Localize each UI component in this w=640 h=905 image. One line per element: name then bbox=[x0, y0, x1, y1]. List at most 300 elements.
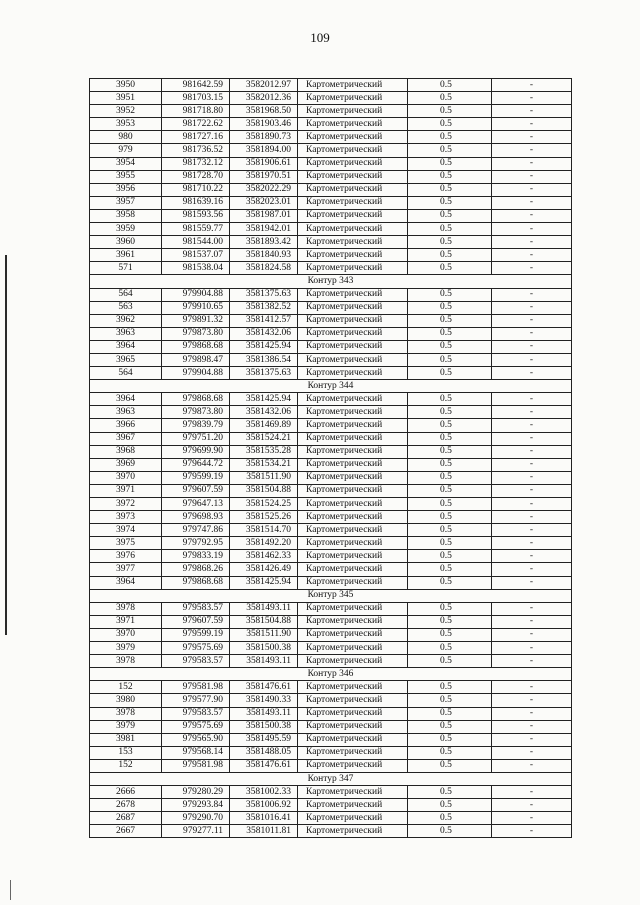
accuracy-cell: 0.5 bbox=[408, 131, 492, 144]
x-coordinate-cell: 979644.72 bbox=[162, 458, 230, 471]
point-number-cell: 3971 bbox=[90, 615, 162, 628]
point-number-cell: 3957 bbox=[90, 196, 162, 209]
method-cell: Картометрический bbox=[298, 720, 408, 733]
accuracy-cell: 0.5 bbox=[408, 537, 492, 550]
remark-cell: - bbox=[492, 432, 572, 445]
y-coordinate-cell: 3581890.73 bbox=[230, 131, 298, 144]
point-number-cell: 3964 bbox=[90, 393, 162, 406]
table-row bbox=[90, 236, 572, 249]
accuracy-cell: 0.5 bbox=[408, 288, 492, 301]
point-number-cell: 979 bbox=[90, 144, 162, 157]
accuracy-cell: 0.5 bbox=[408, 144, 492, 157]
table-row bbox=[90, 511, 572, 524]
method-cell: Картометрический bbox=[298, 458, 408, 471]
table-row bbox=[90, 563, 572, 576]
point-number-cell: 3977 bbox=[90, 563, 162, 576]
y-coordinate-cell: 3581970.51 bbox=[230, 170, 298, 183]
table-row bbox=[90, 432, 572, 445]
contour-label: Контур 343 bbox=[90, 275, 572, 288]
y-coordinate-cell: 3581476.61 bbox=[230, 681, 298, 694]
method-cell: Картометрический bbox=[298, 537, 408, 550]
accuracy-cell: 0.5 bbox=[408, 628, 492, 641]
remark-cell: - bbox=[492, 170, 572, 183]
method-cell: Картометрический bbox=[298, 615, 408, 628]
table-row bbox=[90, 301, 572, 314]
remark-cell: - bbox=[492, 524, 572, 537]
method-cell: Картометрический bbox=[298, 209, 408, 222]
contour-label: Контур 344 bbox=[90, 380, 572, 393]
x-coordinate-cell: 981736.52 bbox=[162, 144, 230, 157]
y-coordinate-cell: 3581002.33 bbox=[230, 786, 298, 799]
x-coordinate-cell: 979583.57 bbox=[162, 707, 230, 720]
point-number-cell: 3965 bbox=[90, 353, 162, 366]
remark-cell: - bbox=[492, 223, 572, 236]
y-coordinate-cell: 3581386.54 bbox=[230, 353, 298, 366]
remark-cell: - bbox=[492, 406, 572, 419]
table-row bbox=[90, 406, 572, 419]
method-cell: Картометрический bbox=[298, 511, 408, 524]
y-coordinate-cell: 3582023.01 bbox=[230, 196, 298, 209]
point-number-cell: 2666 bbox=[90, 786, 162, 799]
y-coordinate-cell: 3581375.63 bbox=[230, 367, 298, 380]
y-coordinate-cell: 3581514.70 bbox=[230, 524, 298, 537]
point-number-cell: 3967 bbox=[90, 432, 162, 445]
accuracy-cell: 0.5 bbox=[408, 746, 492, 759]
x-coordinate-cell: 979839.79 bbox=[162, 419, 230, 432]
table-row bbox=[90, 79, 572, 92]
y-coordinate-cell: 3581824.58 bbox=[230, 262, 298, 275]
accuracy-cell: 0.5 bbox=[408, 314, 492, 327]
method-cell: Картометрический bbox=[298, 183, 408, 196]
accuracy-cell: 0.5 bbox=[408, 563, 492, 576]
point-number-cell: 3968 bbox=[90, 445, 162, 458]
point-number-cell: 3959 bbox=[90, 223, 162, 236]
table-row bbox=[90, 249, 572, 262]
accuracy-cell: 0.5 bbox=[408, 471, 492, 484]
x-coordinate-cell: 981544.00 bbox=[162, 236, 230, 249]
y-coordinate-cell: 3581840.93 bbox=[230, 249, 298, 262]
table-row bbox=[90, 340, 572, 353]
accuracy-cell: 0.5 bbox=[408, 720, 492, 733]
y-coordinate-cell: 3581462.33 bbox=[230, 550, 298, 563]
accuracy-cell: 0.5 bbox=[408, 340, 492, 353]
method-cell: Картометрический bbox=[298, 367, 408, 380]
method-cell: Картометрический bbox=[298, 406, 408, 419]
table-row bbox=[90, 209, 572, 222]
point-number-cell: 3953 bbox=[90, 118, 162, 131]
table-row bbox=[90, 118, 572, 131]
x-coordinate-cell: 979277.11 bbox=[162, 825, 230, 838]
table-row bbox=[90, 812, 572, 825]
method-cell: Картометрический bbox=[298, 288, 408, 301]
contour-label: Контур 346 bbox=[90, 668, 572, 681]
remark-cell: - bbox=[492, 694, 572, 707]
remark-cell: - bbox=[492, 445, 572, 458]
x-coordinate-cell: 979577.90 bbox=[162, 694, 230, 707]
remark-cell: - bbox=[492, 681, 572, 694]
contour-header-row bbox=[90, 589, 572, 602]
point-number-cell: 3963 bbox=[90, 327, 162, 340]
accuracy-cell: 0.5 bbox=[408, 511, 492, 524]
x-coordinate-cell: 979647.13 bbox=[162, 498, 230, 511]
method-cell: Картометрический bbox=[298, 314, 408, 327]
x-coordinate-cell: 979898.47 bbox=[162, 353, 230, 366]
table-row bbox=[90, 576, 572, 589]
accuracy-cell: 0.5 bbox=[408, 92, 492, 105]
point-number-cell: 3964 bbox=[90, 576, 162, 589]
x-coordinate-cell: 979751.20 bbox=[162, 432, 230, 445]
remark-cell: - bbox=[492, 615, 572, 628]
y-coordinate-cell: 3581425.94 bbox=[230, 576, 298, 589]
method-cell: Картометрический bbox=[298, 327, 408, 340]
y-coordinate-cell: 3581382.52 bbox=[230, 301, 298, 314]
method-cell: Картометрический bbox=[298, 223, 408, 236]
y-coordinate-cell: 3581426.49 bbox=[230, 563, 298, 576]
x-coordinate-cell: 979599.19 bbox=[162, 471, 230, 484]
table-row bbox=[90, 196, 572, 209]
table-row bbox=[90, 655, 572, 668]
table-row bbox=[90, 615, 572, 628]
contour-header-row bbox=[90, 668, 572, 681]
remark-cell: - bbox=[492, 327, 572, 340]
point-number-cell: 3972 bbox=[90, 498, 162, 511]
point-number-cell: 3962 bbox=[90, 314, 162, 327]
y-coordinate-cell: 3581425.94 bbox=[230, 340, 298, 353]
remark-cell: - bbox=[492, 340, 572, 353]
accuracy-cell: 0.5 bbox=[408, 576, 492, 589]
remark-cell: - bbox=[492, 812, 572, 825]
table-row bbox=[90, 393, 572, 406]
remark-cell: - bbox=[492, 209, 572, 222]
table-row bbox=[90, 92, 572, 105]
x-coordinate-cell: 981728.70 bbox=[162, 170, 230, 183]
accuracy-cell: 0.5 bbox=[408, 432, 492, 445]
method-cell: Картометрический bbox=[298, 170, 408, 183]
y-coordinate-cell: 3581469.89 bbox=[230, 419, 298, 432]
page-number: 109 bbox=[310, 30, 330, 45]
method-cell: Картометрический bbox=[298, 144, 408, 157]
method-cell: Картометрический bbox=[298, 759, 408, 772]
accuracy-cell: 0.5 bbox=[408, 367, 492, 380]
y-coordinate-cell: 3581893.42 bbox=[230, 236, 298, 249]
table-row bbox=[90, 223, 572, 236]
y-coordinate-cell: 3581942.01 bbox=[230, 223, 298, 236]
method-cell: Картометрический bbox=[298, 576, 408, 589]
table-row bbox=[90, 707, 572, 720]
point-number-cell: 563 bbox=[90, 301, 162, 314]
x-coordinate-cell: 981722.62 bbox=[162, 118, 230, 131]
point-number-cell: 3976 bbox=[90, 550, 162, 563]
remark-cell: - bbox=[492, 105, 572, 118]
remark-cell: - bbox=[492, 183, 572, 196]
x-coordinate-cell: 979581.98 bbox=[162, 681, 230, 694]
remark-cell: - bbox=[492, 262, 572, 275]
accuracy-cell: 0.5 bbox=[408, 602, 492, 615]
x-coordinate-cell: 979873.80 bbox=[162, 406, 230, 419]
accuracy-cell: 0.5 bbox=[408, 327, 492, 340]
x-coordinate-cell: 979699.90 bbox=[162, 445, 230, 458]
accuracy-cell: 0.5 bbox=[408, 183, 492, 196]
scan-edge-mark bbox=[5, 255, 7, 635]
point-number-cell: 3951 bbox=[90, 92, 162, 105]
x-coordinate-cell: 981732.12 bbox=[162, 157, 230, 170]
remark-cell: - bbox=[492, 367, 572, 380]
point-number-cell: 3970 bbox=[90, 628, 162, 641]
point-number-cell: 3978 bbox=[90, 602, 162, 615]
y-coordinate-cell: 3581504.88 bbox=[230, 484, 298, 497]
point-number-cell: 3980 bbox=[90, 694, 162, 707]
y-coordinate-cell: 3581375.63 bbox=[230, 288, 298, 301]
y-coordinate-cell: 3581987.01 bbox=[230, 209, 298, 222]
accuracy-cell: 0.5 bbox=[408, 694, 492, 707]
remark-cell: - bbox=[492, 759, 572, 772]
accuracy-cell: 0.5 bbox=[408, 445, 492, 458]
point-number-cell: 3971 bbox=[90, 484, 162, 497]
y-coordinate-cell: 3581493.11 bbox=[230, 602, 298, 615]
table-row bbox=[90, 131, 572, 144]
y-coordinate-cell: 3581011.81 bbox=[230, 825, 298, 838]
remark-cell: - bbox=[492, 655, 572, 668]
method-cell: Картометрический bbox=[298, 301, 408, 314]
accuracy-cell: 0.5 bbox=[408, 707, 492, 720]
table-row bbox=[90, 288, 572, 301]
table-row bbox=[90, 471, 572, 484]
x-coordinate-cell: 979581.98 bbox=[162, 759, 230, 772]
remark-cell: - bbox=[492, 628, 572, 641]
table-row bbox=[90, 628, 572, 641]
x-coordinate-cell: 979904.88 bbox=[162, 367, 230, 380]
accuracy-cell: 0.5 bbox=[408, 786, 492, 799]
y-coordinate-cell: 3581524.21 bbox=[230, 432, 298, 445]
remark-cell: - bbox=[492, 393, 572, 406]
contour-label: Контур 345 bbox=[90, 589, 572, 602]
y-coordinate-cell: 3581490.33 bbox=[230, 694, 298, 707]
accuracy-cell: 0.5 bbox=[408, 157, 492, 170]
accuracy-cell: 0.5 bbox=[408, 812, 492, 825]
remark-cell: - bbox=[492, 288, 572, 301]
table-row bbox=[90, 262, 572, 275]
y-coordinate-cell: 3581903.46 bbox=[230, 118, 298, 131]
table-row bbox=[90, 733, 572, 746]
remark-cell: - bbox=[492, 79, 572, 92]
remark-cell: - bbox=[492, 236, 572, 249]
point-number-cell: 564 bbox=[90, 288, 162, 301]
accuracy-cell: 0.5 bbox=[408, 105, 492, 118]
y-coordinate-cell: 3581535.28 bbox=[230, 445, 298, 458]
method-cell: Картометрический bbox=[298, 799, 408, 812]
y-coordinate-cell: 3581534.21 bbox=[230, 458, 298, 471]
point-number-cell: 152 bbox=[90, 759, 162, 772]
method-cell: Картометрический bbox=[298, 118, 408, 131]
x-coordinate-cell: 981537.07 bbox=[162, 249, 230, 262]
point-number-cell: 3974 bbox=[90, 524, 162, 537]
point-number-cell: 3963 bbox=[90, 406, 162, 419]
point-number-cell: 3956 bbox=[90, 183, 162, 196]
x-coordinate-cell: 981639.16 bbox=[162, 196, 230, 209]
x-coordinate-cell: 979280.29 bbox=[162, 786, 230, 799]
y-coordinate-cell: 3581500.38 bbox=[230, 642, 298, 655]
accuracy-cell: 0.5 bbox=[408, 799, 492, 812]
x-coordinate-cell: 979747.86 bbox=[162, 524, 230, 537]
remark-cell: - bbox=[492, 157, 572, 170]
method-cell: Картометрический bbox=[298, 825, 408, 838]
remark-cell: - bbox=[492, 825, 572, 838]
method-cell: Картометрический bbox=[298, 524, 408, 537]
method-cell: Картометрический bbox=[298, 419, 408, 432]
x-coordinate-cell: 979698.93 bbox=[162, 511, 230, 524]
x-coordinate-cell: 981710.22 bbox=[162, 183, 230, 196]
point-number-cell: 3978 bbox=[90, 655, 162, 668]
method-cell: Картометрический bbox=[298, 157, 408, 170]
point-number-cell: 3970 bbox=[90, 471, 162, 484]
method-cell: Картометрический bbox=[298, 681, 408, 694]
x-coordinate-cell: 979583.57 bbox=[162, 655, 230, 668]
y-coordinate-cell: 3581493.11 bbox=[230, 655, 298, 668]
remark-cell: - bbox=[492, 118, 572, 131]
remark-cell: - bbox=[492, 471, 572, 484]
method-cell: Картометрический bbox=[298, 707, 408, 720]
point-number-cell: 3950 bbox=[90, 79, 162, 92]
accuracy-cell: 0.5 bbox=[408, 196, 492, 209]
table-row bbox=[90, 314, 572, 327]
accuracy-cell: 0.5 bbox=[408, 170, 492, 183]
x-coordinate-cell: 979904.88 bbox=[162, 288, 230, 301]
method-cell: Картометрический bbox=[298, 92, 408, 105]
accuracy-cell: 0.5 bbox=[408, 79, 492, 92]
remark-cell: - bbox=[492, 498, 572, 511]
y-coordinate-cell: 3581493.11 bbox=[230, 707, 298, 720]
table-row bbox=[90, 183, 572, 196]
y-coordinate-cell: 3582012.97 bbox=[230, 79, 298, 92]
accuracy-cell: 0.5 bbox=[408, 681, 492, 694]
table-row bbox=[90, 537, 572, 550]
method-cell: Картометрический bbox=[298, 236, 408, 249]
remark-cell: - bbox=[492, 92, 572, 105]
x-coordinate-cell: 981727.16 bbox=[162, 131, 230, 144]
y-coordinate-cell: 3581488.05 bbox=[230, 746, 298, 759]
remark-cell: - bbox=[492, 131, 572, 144]
y-coordinate-cell: 3581006.92 bbox=[230, 799, 298, 812]
point-number-cell: 3954 bbox=[90, 157, 162, 170]
remark-cell: - bbox=[492, 799, 572, 812]
y-coordinate-cell: 3582022.29 bbox=[230, 183, 298, 196]
table-row bbox=[90, 799, 572, 812]
remark-cell: - bbox=[492, 458, 572, 471]
x-coordinate-cell: 979868.68 bbox=[162, 576, 230, 589]
point-number-cell: 3978 bbox=[90, 707, 162, 720]
point-number-cell: 152 bbox=[90, 681, 162, 694]
accuracy-cell: 0.5 bbox=[408, 236, 492, 249]
table-row bbox=[90, 498, 572, 511]
accuracy-cell: 0.5 bbox=[408, 262, 492, 275]
table-row bbox=[90, 419, 572, 432]
x-coordinate-cell: 979868.26 bbox=[162, 563, 230, 576]
point-number-cell: 3973 bbox=[90, 511, 162, 524]
method-cell: Картометрический bbox=[298, 340, 408, 353]
x-coordinate-cell: 979565.90 bbox=[162, 733, 230, 746]
method-cell: Картометрический bbox=[298, 628, 408, 641]
accuracy-cell: 0.5 bbox=[408, 642, 492, 655]
remark-cell: - bbox=[492, 563, 572, 576]
method-cell: Картометрический bbox=[298, 602, 408, 615]
method-cell: Картометрический bbox=[298, 445, 408, 458]
point-number-cell: 3964 bbox=[90, 340, 162, 353]
method-cell: Картометрический bbox=[298, 812, 408, 825]
x-coordinate-cell: 979568.14 bbox=[162, 746, 230, 759]
method-cell: Картометрический bbox=[298, 642, 408, 655]
table-row bbox=[90, 170, 572, 183]
remark-cell: - bbox=[492, 484, 572, 497]
method-cell: Картометрический bbox=[298, 484, 408, 497]
accuracy-cell: 0.5 bbox=[408, 759, 492, 772]
table-row bbox=[90, 445, 572, 458]
point-number-cell: 564 bbox=[90, 367, 162, 380]
remark-cell: - bbox=[492, 707, 572, 720]
point-number-cell: 2667 bbox=[90, 825, 162, 838]
remark-cell: - bbox=[492, 419, 572, 432]
table-row bbox=[90, 642, 572, 655]
accuracy-cell: 0.5 bbox=[408, 406, 492, 419]
contour-label: Контур 347 bbox=[90, 772, 572, 785]
point-number-cell: 980 bbox=[90, 131, 162, 144]
coordinates-table-body bbox=[90, 79, 572, 838]
table-row bbox=[90, 786, 572, 799]
remark-cell: - bbox=[492, 301, 572, 314]
y-coordinate-cell: 3581432.06 bbox=[230, 327, 298, 340]
point-number-cell: 3975 bbox=[90, 537, 162, 550]
x-coordinate-cell: 979575.69 bbox=[162, 642, 230, 655]
accuracy-cell: 0.5 bbox=[408, 825, 492, 838]
remark-cell: - bbox=[492, 746, 572, 759]
point-number-cell: 3981 bbox=[90, 733, 162, 746]
point-number-cell: 3960 bbox=[90, 236, 162, 249]
contour-header-row bbox=[90, 380, 572, 393]
accuracy-cell: 0.5 bbox=[408, 393, 492, 406]
point-number-cell: 3966 bbox=[90, 419, 162, 432]
y-coordinate-cell: 3581492.20 bbox=[230, 537, 298, 550]
method-cell: Картометрический bbox=[298, 432, 408, 445]
method-cell: Картометрический bbox=[298, 196, 408, 209]
y-coordinate-cell: 3582012.36 bbox=[230, 92, 298, 105]
table-row bbox=[90, 144, 572, 157]
accuracy-cell: 0.5 bbox=[408, 458, 492, 471]
y-coordinate-cell: 3581894.00 bbox=[230, 144, 298, 157]
method-cell: Картометрический bbox=[298, 694, 408, 707]
table-row bbox=[90, 681, 572, 694]
x-coordinate-cell: 979575.69 bbox=[162, 720, 230, 733]
table-row bbox=[90, 105, 572, 118]
method-cell: Картометрический bbox=[298, 105, 408, 118]
remark-cell: - bbox=[492, 720, 572, 733]
table-row bbox=[90, 694, 572, 707]
remark-cell: - bbox=[492, 550, 572, 563]
accuracy-cell: 0.5 bbox=[408, 615, 492, 628]
remark-cell: - bbox=[492, 576, 572, 589]
x-coordinate-cell: 979583.57 bbox=[162, 602, 230, 615]
remark-cell: - bbox=[492, 314, 572, 327]
table-row bbox=[90, 484, 572, 497]
method-cell: Картометрический bbox=[298, 746, 408, 759]
method-cell: Картометрический bbox=[298, 249, 408, 262]
method-cell: Картометрический bbox=[298, 655, 408, 668]
point-number-cell: 3955 bbox=[90, 170, 162, 183]
accuracy-cell: 0.5 bbox=[408, 209, 492, 222]
point-number-cell: 153 bbox=[90, 746, 162, 759]
point-number-cell: 2687 bbox=[90, 812, 162, 825]
table-row bbox=[90, 720, 572, 733]
y-coordinate-cell: 3581504.88 bbox=[230, 615, 298, 628]
accuracy-cell: 0.5 bbox=[408, 655, 492, 668]
